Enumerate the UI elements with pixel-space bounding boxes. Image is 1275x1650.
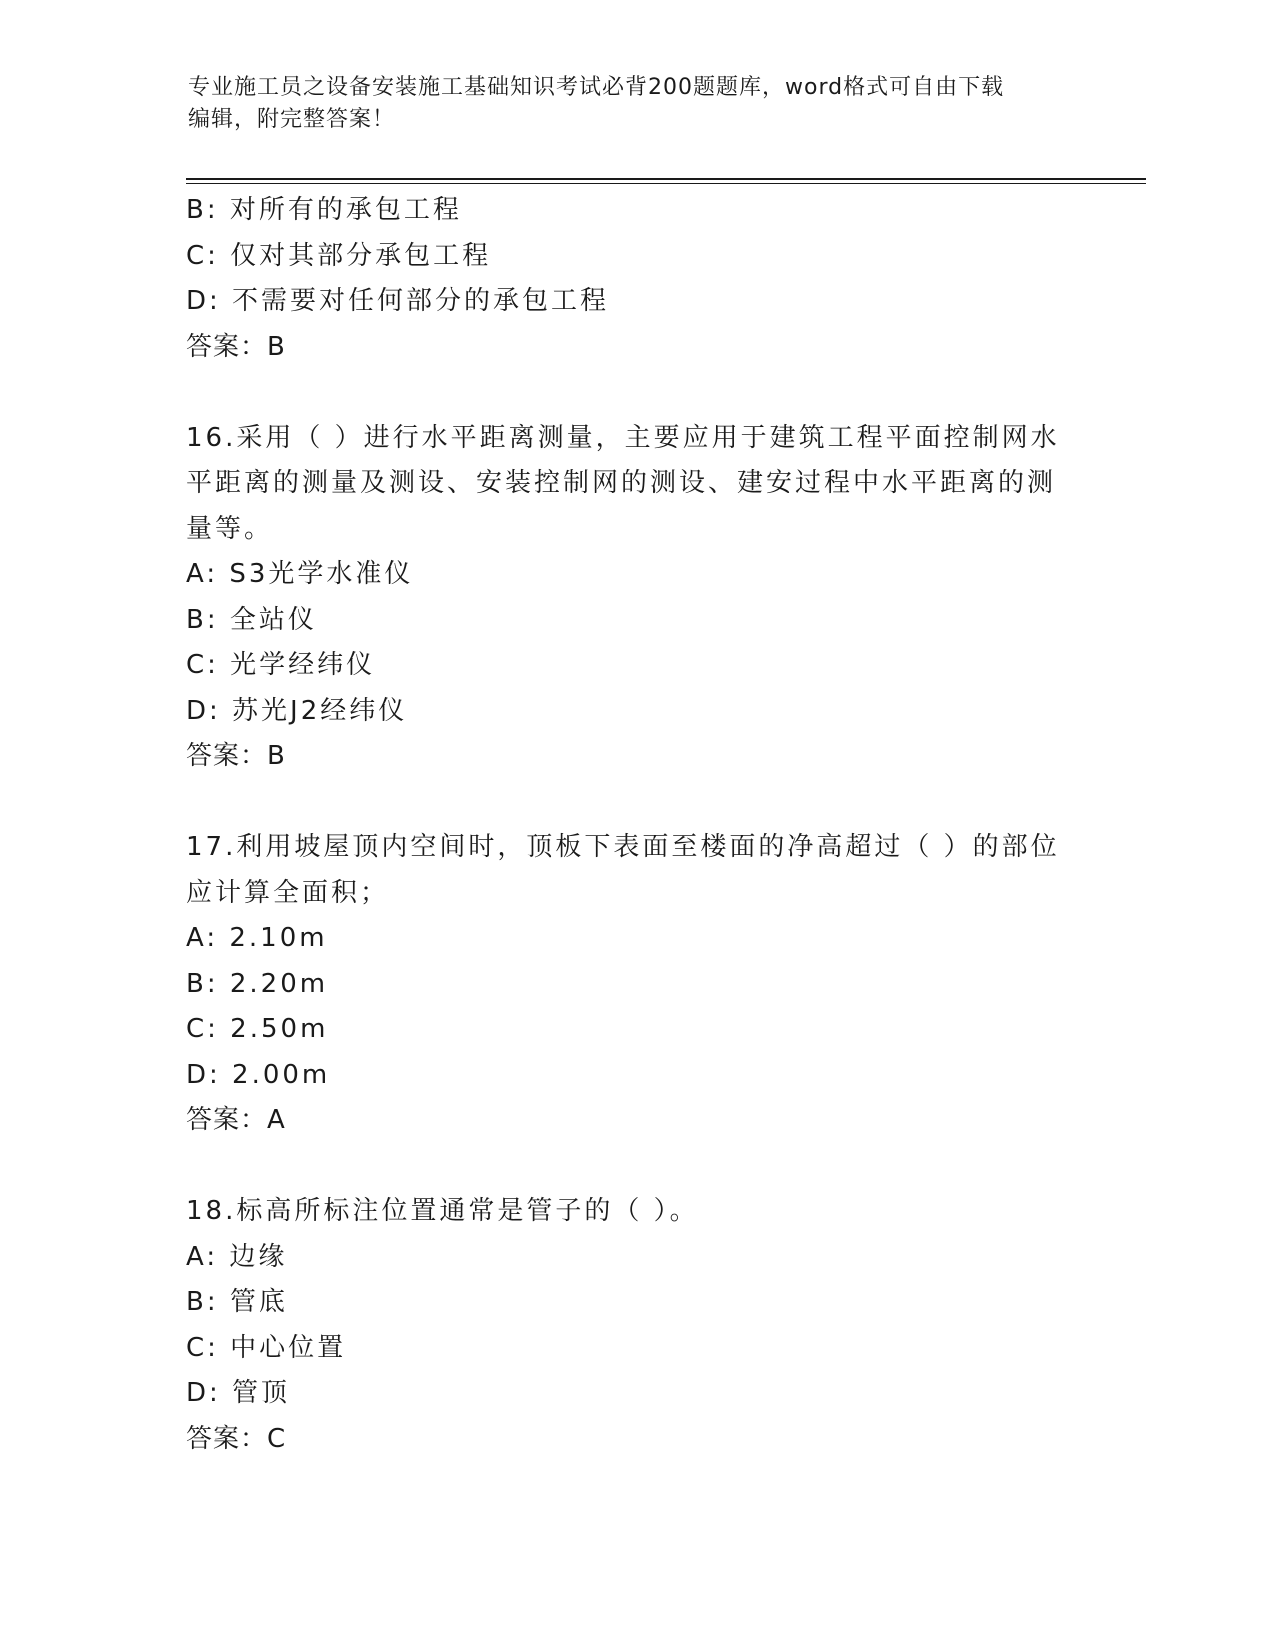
header-line-1: 专业施工员之设备安装施工基础知识考试必背200题题库，word格式可自由下载 — [188, 75, 1005, 100]
question-list — [186, 188, 1066, 1462]
q16-stem-line-1: 16.采用（ ）进行水平距离测量，主要应用于建筑工程平面控制网水 — [186, 422, 1060, 453]
spacer — [186, 1144, 1066, 1190]
q18-answer: 答案：C — [186, 1423, 287, 1454]
document-header — [188, 72, 1068, 136]
question-17 — [186, 825, 1066, 1144]
question-15-tail — [186, 188, 1066, 370]
question-16 — [186, 416, 1066, 780]
q15-answer: 答案：B — [186, 331, 286, 362]
header-rule-thick — [186, 178, 1146, 180]
q17-option-c: C: 2.50m — [186, 1014, 329, 1044]
header-line-2: 编辑，附完整答案！ — [188, 107, 396, 132]
q17-stem-line-1: 17.利用坡屋顶内空间时，顶板下表面至楼面的净高超过（ ）的部位 — [186, 832, 1060, 862]
q17-stem-line-2: 应计算全面积； — [186, 877, 390, 908]
q17-answer: 答案：A — [186, 1105, 286, 1135]
q17-option-d: D: 2.00m — [186, 1059, 331, 1090]
spacer — [186, 370, 1066, 416]
q17-option-a: A: 2.10m — [186, 923, 328, 953]
q18-stem-line-1: 18.标高所标注位置通常是管子的（ ）。 — [186, 1196, 699, 1226]
q16-option-c: C: 光学经纬仪 — [186, 650, 376, 680]
q18-option-c: C: 中心位置 — [186, 1332, 347, 1363]
header-rule-thin — [186, 183, 1146, 184]
q16-stem-line-2: 平距离的测量及测设、安装控制网的测设、建安过程中水平距离的测 — [186, 468, 1057, 498]
q16-stem-line-3: 量等。 — [186, 513, 274, 544]
q15-option-c: C: 仅对其部分承包工程 — [186, 240, 492, 271]
q15-option-d: D: 不需要对任何部分的承包工程 — [186, 286, 610, 316]
q16-option-d: D: 苏光J2经纬仪 — [186, 695, 408, 726]
q18-option-a: A: 边缘 — [186, 1241, 288, 1272]
q16-option-a: A: S3光学水准仪 — [186, 559, 414, 589]
spacer — [186, 780, 1066, 826]
q16-answer: 答案：B — [186, 741, 286, 771]
q17-option-b: B: 2.20m — [186, 968, 329, 999]
q18-option-b: B: 管底 — [186, 1287, 288, 1317]
q15-option-b: B: 对所有的承包工程 — [186, 195, 462, 225]
q16-option-b: B: 全站仪 — [186, 604, 317, 635]
question-18 — [186, 1189, 1066, 1462]
q18-option-d: D: 管顶 — [186, 1378, 291, 1408]
